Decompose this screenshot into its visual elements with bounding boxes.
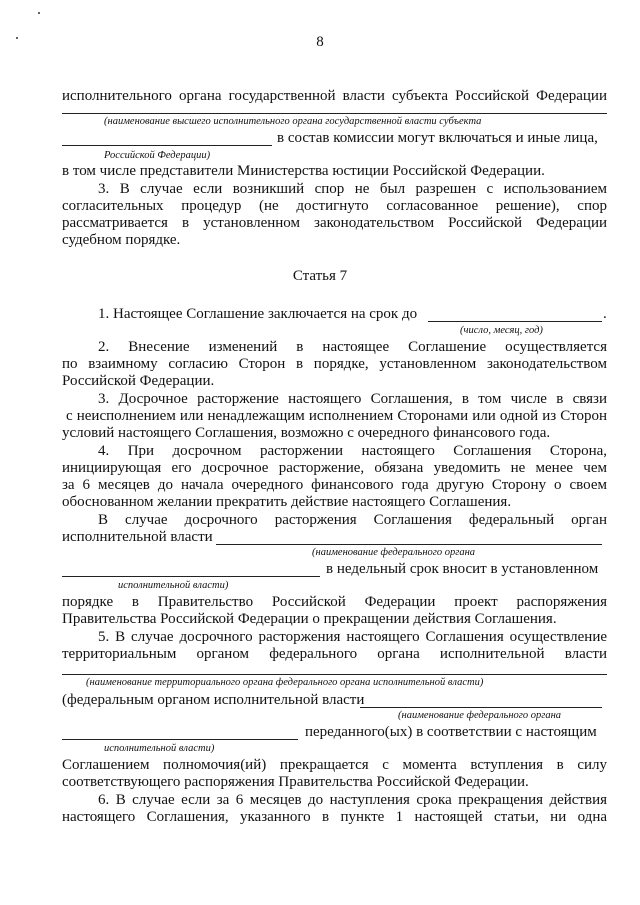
text-line: с неисполнением или ненадлежащим исполнением Сторонами или одной из Сторон [66,408,607,424]
text-line: (федеральным органом исполнительной власти [62,692,365,708]
blank-line [62,576,320,577]
text-line: настоящего Соглашения, указанного в пункте 1 настоящей статьи, ни одна [62,809,607,825]
blank-line [62,113,607,114]
blank-line [62,145,272,146]
text-line: обоснованном желании прекратить действие настоящего Соглашения. [62,494,512,510]
text-line: за 6 месяцев до начала очередного финансового года другую Сторону о своем [62,477,607,493]
text-line: 3. В случае если возникший спор не был разрешен с использованием [98,181,607,197]
article-heading: Статья 7 [292,268,348,284]
text-line: условий настоящего Соглашения, возможно с очередного финансового года. [62,425,551,441]
blank-line [216,544,602,545]
text-line: в том числе представители Министерства юстиции Российской Федерации. [62,163,545,179]
blank-line [428,321,602,322]
field-caption: (наименование территориального органа федерального органа исполнительной власти) [86,677,484,688]
field-caption: (число, месяц, год) [460,325,543,336]
text-line: 3. Досрочное расторжение настоящего Соглашения, в том числе в связи [98,391,607,407]
text-line: переданного(ых) в соответствии с настоящим [305,724,597,740]
text-line: судебном порядке. [62,232,181,248]
field-caption: исполнительной власти) [104,743,215,754]
text-line: инициирующая его досрочное расторжение, обязана уведомить не менее чем [62,460,607,476]
field-caption: исполнительной власти) [118,580,229,591]
text-line: порядке в Правительство Российской Федерации проект распоряжения [62,594,607,610]
text-line: по взаимному согласию Сторон в порядке, установленном законодательством [62,356,607,372]
text-line: исполнительной власти [62,529,213,545]
text-line: 5. В случае досрочного расторжения настоящего Соглашения осуществление [98,629,607,645]
text-line: согласительных процедур (не достигнуто согласованное решение), спор [62,198,607,214]
text-line: Соглашением полномочия(ий) прекращается с момента вступления в силу [62,757,607,773]
blank-line [62,674,607,675]
text-line: 4. При досрочном расторжении настоящего Соглашения Сторона, [98,443,607,459]
text-line: соответствующего распоряжения Правительства Российской Федерации. [62,774,529,790]
text-line: 2. Внесение изменений в настоящее Соглашение осуществляется [98,339,607,355]
field-caption: (наименование высшего исполнительного органа государственной власти субъекта [104,116,482,127]
text-line: в состав комиссии могут включаться и иные лица, [277,130,598,146]
text-line: в недельный срок вносит в установленном [326,561,599,577]
page-number: 8 [316,34,324,50]
field-caption: Российской Федерации) [104,150,211,161]
text-line: 1. Настоящее Соглашение заключается на срок до [98,306,418,322]
text-line: Правительства Российской Федерации о прекращении действия Соглашения. [62,611,557,627]
blank-line [360,707,602,708]
blank-line [62,739,298,740]
scan-speck [38,12,40,14]
text-line: 6. В случае если за 6 месяцев до наступления срока прекращения действия [98,792,607,808]
text-line: рассматривается в установленном законодательством Российской Федерации [62,215,607,231]
field-caption: (наименование федерального органа [312,547,476,558]
text-line: В случае досрочного расторжения Соглашения федеральный орган [98,512,607,528]
text-line: территориальным органом федерального органа исполнительной власти [62,646,607,662]
text-line: исполнительного органа государственной власти субъекта Российской Федерации [62,88,607,104]
text-line: . [603,306,607,322]
field-caption: (наименование федерального органа [398,710,562,721]
text-line: Российской Федерации. [62,373,215,389]
